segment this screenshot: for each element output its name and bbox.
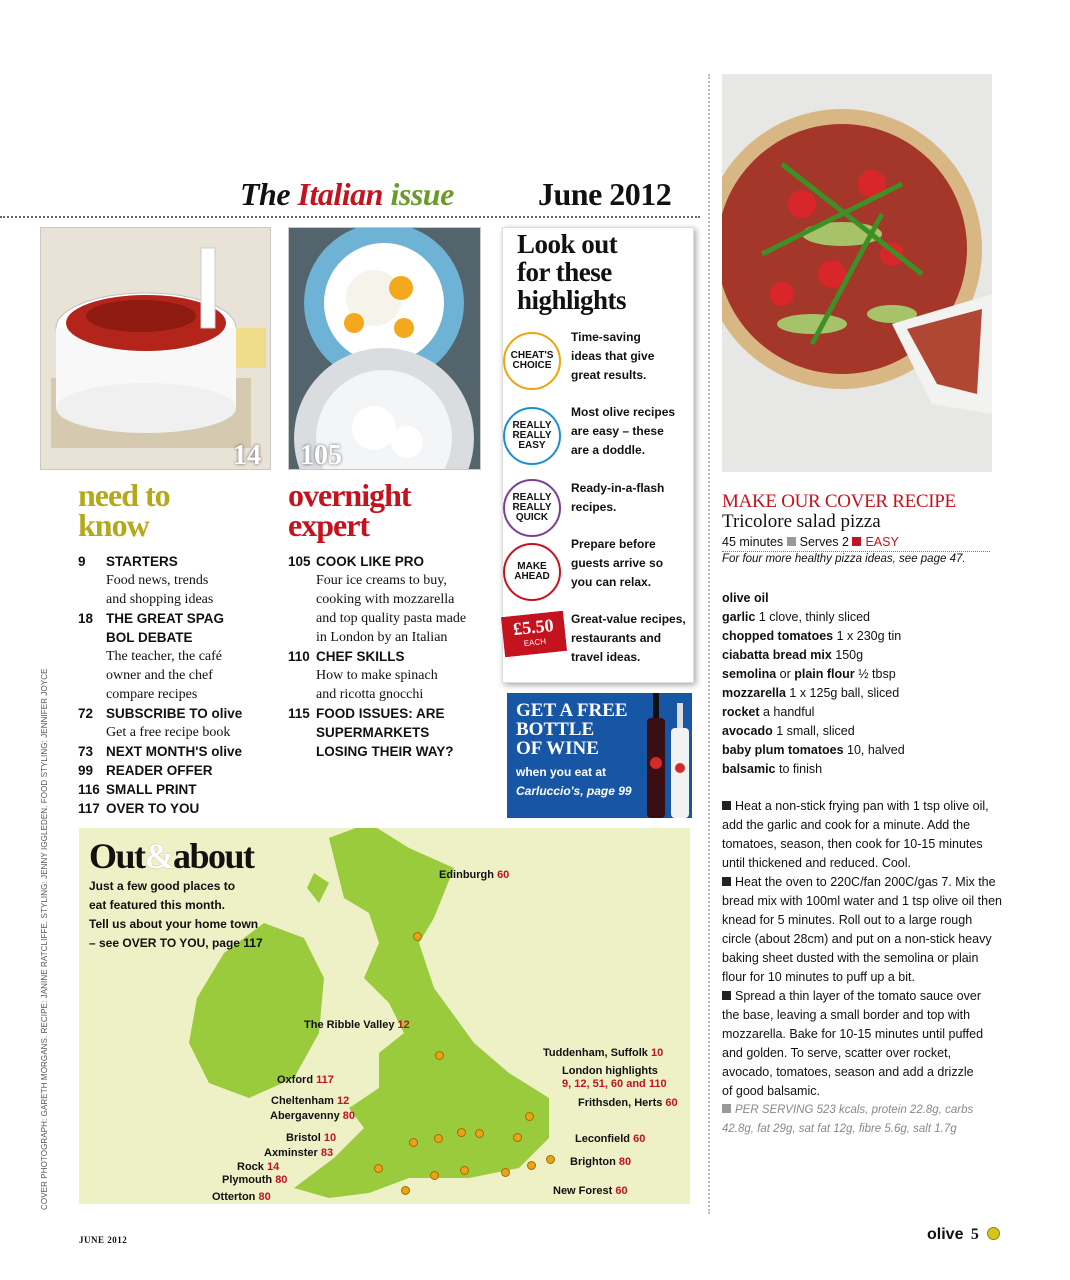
toc-desc: and ricotta gnocchi xyxy=(316,687,424,702)
toc-heading: FOOD ISSUES: ARE xyxy=(316,706,445,721)
out-about-title-out: Out xyxy=(89,836,145,876)
toc-num: 117 xyxy=(78,801,100,816)
method-line: add the garlic and cook for a minute. Add the xyxy=(722,818,971,832)
highlight-line: Most olive recipes xyxy=(571,405,676,419)
highlight-text xyxy=(571,535,663,592)
pizza-illustration xyxy=(722,74,992,472)
toc-heading-cont: SUPERMARKETS xyxy=(316,725,430,740)
method-line: and golden. To serve, scatter over rocket, xyxy=(722,1046,952,1060)
place-page: 60 xyxy=(665,1097,678,1109)
method-line: flour for 10 minutes to puff up a bit. xyxy=(722,970,915,984)
olive-icon xyxy=(987,1227,1000,1240)
place-page: 14 xyxy=(266,1161,280,1173)
map-pin[interactable] xyxy=(413,932,422,941)
ingredient xyxy=(722,741,992,760)
out-about-panel xyxy=(79,828,690,1204)
highlight-line: are a doddle. xyxy=(571,443,646,457)
place-page: 83 xyxy=(320,1147,334,1159)
highlight-text xyxy=(571,403,675,460)
place-name: Abergavenny xyxy=(270,1110,340,1122)
burrata-illustration xyxy=(289,228,481,470)
ingredient-qty: to finish xyxy=(775,762,823,776)
toc-heading: THE GREAT SPAG xyxy=(106,611,225,626)
recipe-kicker: MAKE OUR COVER RECIPE xyxy=(722,491,956,512)
recipe-time: 45 minutes xyxy=(722,535,784,549)
highlights-title-line1: Look out xyxy=(517,229,618,259)
toc-entry[interactable] xyxy=(78,761,278,780)
make-ahead-badge xyxy=(503,543,561,601)
place-page: 12 xyxy=(397,1019,410,1031)
method-line: circle (about 28cm) and put on a non-stick heavy xyxy=(722,932,992,946)
badge-text: AHEAD xyxy=(514,571,550,582)
recipe-meta-rule xyxy=(722,551,990,552)
place-page: 10 xyxy=(323,1132,337,1144)
highlights-title xyxy=(517,230,626,314)
toc-desc: Get a free recipe book xyxy=(106,725,231,740)
place-name: Rock xyxy=(237,1161,264,1173)
ingredient-name: ciabatta bread mix xyxy=(722,648,832,662)
ingredient xyxy=(722,760,992,779)
toc-num: 73 xyxy=(78,744,94,759)
issue-title-issue: issue xyxy=(390,176,454,212)
wine-line: when you eat at xyxy=(516,765,607,779)
toc-num: 105 xyxy=(288,554,311,569)
map-label-ribble-valley[interactable] xyxy=(304,1019,410,1032)
method-step xyxy=(722,797,1002,816)
toc-heading: OVER TO YOU xyxy=(106,801,200,816)
map-label-frithsden[interactable] xyxy=(578,1097,678,1110)
ingredient xyxy=(722,722,992,741)
method-line: knead for 5 minutes. Roll out to a large rough xyxy=(722,913,973,927)
place-name: Bristol xyxy=(286,1132,321,1144)
map-label-plymouth[interactable] xyxy=(222,1174,287,1187)
toc-heading: NEXT MONTH'S olive xyxy=(106,744,242,759)
need-to-know-title-line1: need to xyxy=(78,477,170,513)
toc-entry[interactable] xyxy=(78,609,278,628)
step-square xyxy=(722,991,731,1000)
overnight-expert-title xyxy=(288,477,411,543)
pasta-pot-photo xyxy=(40,227,271,470)
highlight-line: ideas that give xyxy=(571,349,655,363)
ingredient-name: plain flour xyxy=(794,667,855,681)
badge-text: MAKE xyxy=(517,561,547,572)
toc-num: 9 xyxy=(78,554,86,569)
map-label-rock[interactable] xyxy=(237,1161,279,1174)
recipe-meta xyxy=(722,534,899,550)
intro-line: Tell us about your home town xyxy=(89,917,259,931)
place-name: Plymouth xyxy=(222,1174,273,1186)
price-tag-each: EACH xyxy=(523,636,547,649)
ingredient xyxy=(722,589,992,608)
overnight-expert-title-line1: overnight xyxy=(288,477,411,513)
cheats-choice-badge xyxy=(503,332,561,390)
toc-num: 72 xyxy=(78,706,94,721)
need-to-know-title-line2: know xyxy=(78,507,149,543)
issue-date: June 2012 xyxy=(538,176,672,212)
toc-num: 99 xyxy=(78,763,94,778)
photo1-page-number: 14 xyxy=(233,440,261,471)
recipe-level: EASY xyxy=(865,535,899,549)
toc-heading: STARTERS xyxy=(106,554,178,569)
burrata-photo xyxy=(288,227,481,470)
ingredient-name: mozzarella xyxy=(722,686,786,700)
overnight-expert-list xyxy=(288,552,498,761)
step-square xyxy=(722,801,731,810)
toc-num: 18 xyxy=(78,611,94,626)
map-pin[interactable] xyxy=(513,1133,522,1142)
place-name: Brighton xyxy=(570,1156,616,1168)
highlight-text xyxy=(571,328,654,385)
out-about-title-amp: & xyxy=(144,836,174,876)
highlight-line: recipes. xyxy=(571,500,617,514)
ingredient-qty: 1 small, sliced xyxy=(772,724,855,738)
map-label-otterton[interactable] xyxy=(212,1191,271,1204)
ingredient-name: baby plum tomatoes xyxy=(722,743,844,757)
toc-entry[interactable] xyxy=(78,704,278,723)
toc-entry[interactable] xyxy=(288,552,498,571)
method-line: Heat a non-stick frying pan with 1 tsp olive oil, xyxy=(735,799,989,813)
ingredient-name: balsamic xyxy=(722,762,776,776)
pasta-pot-illustration xyxy=(41,228,271,470)
highlights-title-line2: for these xyxy=(517,257,612,287)
place-page: 9, 12, 51, 60 and 110 xyxy=(562,1078,667,1090)
map-pin[interactable] xyxy=(435,1051,444,1060)
highlight-line: are easy – these xyxy=(571,424,664,438)
map-pin[interactable] xyxy=(430,1171,439,1180)
ingredient-name: rocket xyxy=(722,705,760,719)
overnight-expert-title-line2: expert xyxy=(288,507,370,543)
map-label-axminster[interactable] xyxy=(264,1147,333,1160)
toc-heading: SMALL PRINT xyxy=(106,782,197,797)
toc-desc: cooking with mozzarella xyxy=(316,592,455,607)
highlights-box xyxy=(502,227,694,683)
map-pin[interactable] xyxy=(501,1168,510,1177)
recipe-serves: Serves 2 xyxy=(799,535,849,549)
toc-heading: CHEF SKILLS xyxy=(316,649,405,664)
toc-num: 116 xyxy=(78,782,100,797)
ingredient-qty: 10, halved xyxy=(843,743,905,757)
toc-entry[interactable] xyxy=(78,552,278,571)
toc-heading-cont: BOL DEBATE xyxy=(106,630,193,645)
highlight-line: Great-value recipes, xyxy=(571,612,686,626)
map-label-cheltenham[interactable] xyxy=(271,1095,349,1108)
ingredient-name: avocado xyxy=(722,724,773,738)
wine-line: Carluccio's, page 99 xyxy=(516,784,632,798)
ingredient-qty: 150g xyxy=(831,648,864,662)
column-divider xyxy=(708,74,710,1214)
highlight-line: you can relax. xyxy=(571,575,652,589)
ingredient-name: garlic xyxy=(722,610,756,624)
wine-promo-sub xyxy=(516,763,632,801)
ingredient xyxy=(722,608,992,627)
toc-entry[interactable] xyxy=(288,647,498,666)
toc-entry[interactable] xyxy=(78,742,278,761)
footer-date: JUNE 2012 xyxy=(79,1235,128,1245)
highlight-line: Time-saving xyxy=(571,330,641,344)
wine-line: OF WINE xyxy=(516,738,599,759)
method-line: mozzarella. Bake for 10-15 minutes until puffed xyxy=(722,1027,984,1041)
badge-text: CHEAT'S xyxy=(510,350,554,361)
toc-num: 115 xyxy=(288,706,310,721)
need-to-know-title xyxy=(78,477,170,543)
nutrition-line: 42.8g, fat 29g, sat fat 12g, fibre 5.6g, salt 1.7g xyxy=(722,1123,957,1135)
place-page: 80 xyxy=(618,1156,632,1168)
toc-entry[interactable] xyxy=(78,780,278,799)
nutrition xyxy=(722,1101,1002,1120)
map-pin[interactable] xyxy=(374,1164,383,1173)
map-label-abergavenny[interactable] xyxy=(270,1110,355,1123)
map-label-brighton[interactable] xyxy=(570,1156,631,1169)
place-name: Frithsden, Herts xyxy=(578,1097,663,1109)
place-name: Edinburgh xyxy=(439,869,494,881)
separator-square xyxy=(852,537,861,546)
wine-bottles-icon xyxy=(647,693,692,818)
method-line: Heat the oven to 220C/fan 200C/gas 7. Mix the xyxy=(735,875,996,889)
toc-desc: Food news, trends xyxy=(106,573,209,588)
map-pin[interactable] xyxy=(409,1138,418,1147)
badge-text: REALLY xyxy=(512,420,552,431)
method-line: Spread a thin layer of the tomato sauce over xyxy=(735,989,981,1003)
place-page: 60 xyxy=(497,869,510,881)
map-pin[interactable] xyxy=(401,1186,410,1195)
need-to-know-list xyxy=(78,552,278,818)
place-name: Oxford xyxy=(277,1074,314,1086)
wine-line: GET A FREE xyxy=(516,700,628,721)
highlight-line: restaurants and xyxy=(571,631,662,645)
map-pin[interactable] xyxy=(475,1129,484,1138)
badge-text: EASY xyxy=(518,440,546,451)
highlight-line: great results. xyxy=(571,368,647,382)
price-tag-amount: £5.50 xyxy=(512,614,555,640)
badge-text: CHOICE xyxy=(512,360,552,371)
recipe-note: For four more healthy pizza ideas, see page 47. xyxy=(722,553,966,565)
separator-square xyxy=(787,537,796,546)
badge-text: REALLY xyxy=(512,492,552,503)
ingredient-qty: 1 clove, thinly sliced xyxy=(755,610,870,624)
place-page: 117 xyxy=(316,1074,334,1086)
map-label-london[interactable] xyxy=(562,1065,667,1091)
highlights-title-line3: highlights xyxy=(517,285,627,315)
toc-desc: How to make spinach xyxy=(316,668,438,683)
ingredient-name: chopped tomatoes xyxy=(722,629,834,643)
ingredient xyxy=(722,627,992,646)
place-page: 60 xyxy=(615,1185,628,1197)
step-square xyxy=(722,1104,731,1113)
place-page: 12 xyxy=(337,1095,350,1107)
place-page: 60 xyxy=(633,1133,646,1145)
ingredient xyxy=(722,703,992,722)
highlight-text xyxy=(571,479,664,517)
wine-promo-headline xyxy=(516,701,628,758)
method-line: avocado, tomatoes, season and add a drizzle xyxy=(722,1065,974,1079)
toc-desc: and shopping ideas xyxy=(106,592,214,607)
method-line: baking sheet dusted with the semolina or plain xyxy=(722,951,979,965)
toc-heading: READER OFFER xyxy=(106,763,213,778)
out-about-title xyxy=(89,838,254,874)
place-name: Axminster xyxy=(264,1147,318,1159)
toc-num: 110 xyxy=(288,649,310,664)
step-square xyxy=(722,877,731,886)
toc-desc: in London by an Italian xyxy=(316,630,448,645)
method-line: bread mix with 100ml water and 1 tsp olive oil then xyxy=(722,894,1003,908)
ingredient-qty: 1 x 125g ball, sliced xyxy=(785,686,900,700)
out-about-intro xyxy=(89,877,263,953)
map-label-leconfield[interactable] xyxy=(575,1133,645,1146)
highlight-line: Prepare before xyxy=(571,537,656,551)
highlight-line: travel ideas. xyxy=(571,650,641,664)
intro-line: Just a few good places to xyxy=(89,879,236,893)
header-rule xyxy=(0,216,700,218)
toc-desc: compare recipes xyxy=(106,687,198,702)
map-pin[interactable] xyxy=(525,1112,534,1121)
ingredient-name: olive oil xyxy=(722,591,769,605)
place-name: Cheltenham xyxy=(271,1095,334,1107)
map-label-oxford[interactable] xyxy=(277,1074,334,1087)
map-pin[interactable] xyxy=(460,1166,469,1175)
place-name: Tuddenham, Suffolk xyxy=(543,1047,648,1059)
map-scottish-isles xyxy=(307,873,329,903)
ingredient-qty: 1 x 230g tin xyxy=(833,629,902,643)
place-page: 80 xyxy=(258,1191,271,1203)
place-page: 80 xyxy=(275,1174,288,1186)
issue-title-the: The xyxy=(240,176,291,212)
intro-line: eat featured this month. xyxy=(89,898,226,912)
map-label-tuddenham[interactable] xyxy=(543,1047,663,1060)
issue-title-italian: Italian xyxy=(297,176,383,212)
toc-entry[interactable] xyxy=(288,704,498,723)
pizza-photo xyxy=(722,74,992,472)
ingredient xyxy=(722,665,992,684)
toc-heading-cont: LOSING THEIR WAY? xyxy=(316,744,454,759)
toc-desc: owner and the chef xyxy=(106,668,213,683)
map-pin[interactable] xyxy=(527,1161,536,1170)
ingredient-name: semolina xyxy=(722,667,777,681)
footer-brand xyxy=(927,1226,1000,1244)
place-page: 80 xyxy=(342,1110,356,1122)
toc-heading: COOK LIKE PRO xyxy=(316,554,425,569)
map-pin[interactable] xyxy=(457,1128,466,1137)
really-quick-badge xyxy=(503,479,561,537)
map-label-bristol[interactable] xyxy=(286,1132,336,1145)
badge-text: QUICK xyxy=(515,512,549,523)
method-line: until thickened and reduced. Cool. xyxy=(722,856,912,870)
place-name: Otterton xyxy=(212,1191,256,1203)
method xyxy=(722,797,1002,1139)
highlight-line: guests arrive so xyxy=(571,556,664,570)
place-name: London highlights xyxy=(562,1065,658,1077)
wine-line: BOTTLE xyxy=(516,719,595,740)
out-about-title-about: about xyxy=(173,836,254,876)
badge-text: REALLY xyxy=(512,430,552,441)
nutrition-line: PER SERVING 523 kcals, protein 22.8g, carbs xyxy=(735,1104,974,1116)
place-name: New Forest xyxy=(553,1185,613,1197)
method-line: tomatoes, season, then cook for 10-15 minutes xyxy=(722,837,983,851)
map-label-new-forest[interactable] xyxy=(553,1185,628,1198)
ingredient-qty: ½ tbsp xyxy=(854,667,896,681)
ingredient xyxy=(722,646,992,665)
toc-desc: Four ice creams to buy, xyxy=(316,573,447,588)
toc-desc: The teacher, the café xyxy=(106,649,223,664)
ingredient-qty: or xyxy=(776,667,795,681)
toc-heading: SUBSCRIBE TO olive xyxy=(106,706,243,721)
place-name: Leconfield xyxy=(575,1133,631,1145)
method-step xyxy=(722,987,1002,1006)
ingredient-qty: a handful xyxy=(759,705,815,719)
place-page: 10 xyxy=(650,1047,664,1059)
method-line: of good balsamic. xyxy=(722,1084,820,1098)
method-line: the base, leaving a small border and top with xyxy=(722,1008,971,1022)
really-easy-badge xyxy=(503,407,561,465)
ingredient xyxy=(722,684,992,703)
method-step xyxy=(722,873,1002,892)
footer-brand-name: olive xyxy=(927,1226,964,1243)
wine-promo[interactable] xyxy=(507,693,692,818)
photo2-page-number: 105 xyxy=(300,440,342,471)
highlight-text xyxy=(571,610,686,667)
footer-page-number: 5 xyxy=(970,1226,979,1243)
toc-desc: and top quality pasta made xyxy=(316,611,467,626)
photo-credits: COVER PHOTOGRAPH: GARETH MORGANS. RECIPE: JANINE RATCLIFFE. STYLING: JENNY IGGLEDEN. FOOD STYLING: JENNIFER JOYCE xyxy=(40,668,49,1210)
recipe-title: Tricolore salad pizza xyxy=(722,511,881,532)
issue-title xyxy=(240,176,454,213)
map-pin[interactable] xyxy=(546,1155,555,1164)
map-pin[interactable] xyxy=(434,1134,443,1143)
place-name: The Ribble Valley xyxy=(304,1019,395,1031)
badge-text: REALLY xyxy=(512,502,552,513)
ingredients-list xyxy=(722,589,992,779)
intro-line: – see OVER TO YOU, page 117 xyxy=(89,936,263,950)
highlight-line: Ready-in-a-flash xyxy=(571,481,665,495)
price-tag-badge xyxy=(501,611,567,657)
map-label-edinburgh[interactable] xyxy=(439,869,509,882)
toc-entry[interactable] xyxy=(78,799,278,818)
